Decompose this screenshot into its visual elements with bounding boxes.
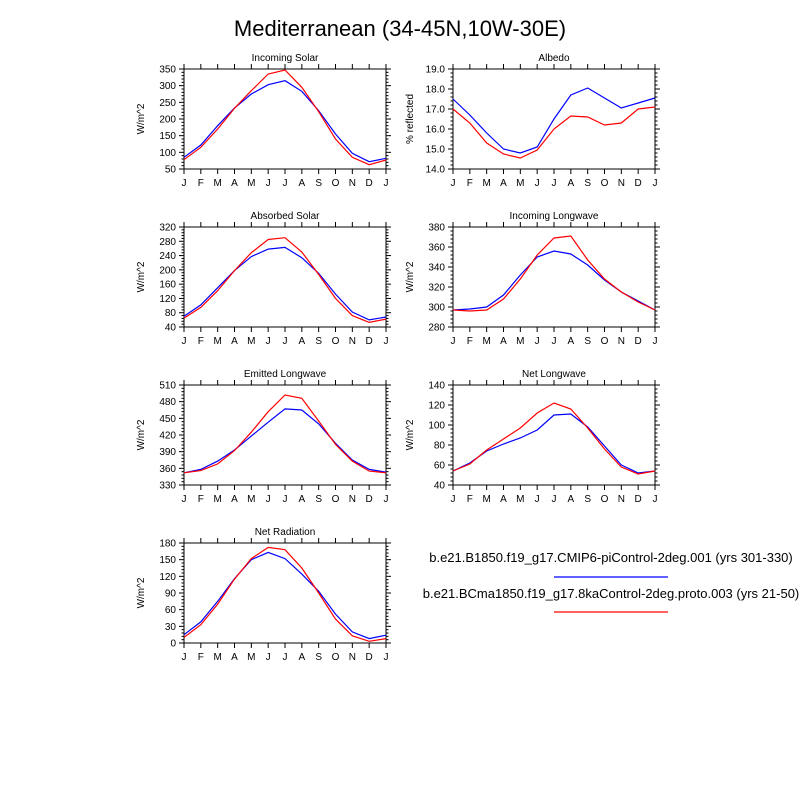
x-tick-label: J (534, 336, 540, 347)
panel-title: Net Longwave (522, 369, 586, 380)
x-tick-label: S (315, 178, 323, 189)
y-tick-label: 100 (428, 420, 445, 432)
plot-frame (184, 385, 386, 485)
x-tick-label: A (298, 494, 306, 505)
x-tick-label: A (500, 336, 507, 347)
x-tick-label: S (584, 494, 592, 505)
y-tick-label: 320 (159, 222, 176, 234)
y-axis-label: W/m^2 (136, 261, 147, 293)
x-tick-label: D (634, 494, 642, 505)
x-tick-label: N (617, 336, 625, 347)
series-line-1 (453, 414, 655, 473)
x-tick-label: N (348, 494, 356, 505)
x-tick-label: J (383, 652, 389, 663)
y-tick-label: 40 (164, 322, 176, 334)
series-line-1 (184, 552, 386, 638)
chart-panels (136, 53, 660, 663)
x-tick-label: O (600, 494, 609, 505)
x-tick-label: J (265, 336, 271, 347)
x-tick-label: J (181, 494, 187, 505)
chart-panel-2 (405, 53, 660, 189)
x-tick-label: O (600, 336, 609, 347)
x-tick-label: O (331, 336, 340, 347)
y-tick-label: 16.0 (425, 124, 445, 136)
x-tick-label: N (348, 336, 356, 347)
x-tick-label: N (348, 178, 356, 189)
x-tick-label: J (282, 652, 288, 663)
x-tick-label: J (551, 494, 557, 505)
legend-entry-2 (423, 586, 800, 612)
legend-label: b.e21.B1850.f19_g17.CMIP6-piControl-2deg.001 (yrs 301-330) (429, 550, 793, 565)
x-tick-label: O (331, 178, 340, 189)
panel-title: Emitted Longwave (243, 369, 327, 380)
y-tick-label: 240 (159, 251, 176, 263)
x-tick-label: J (265, 178, 271, 189)
y-tick-label: 120 (159, 293, 176, 305)
x-tick-label: N (617, 494, 625, 505)
x-tick-label: J (652, 178, 658, 189)
x-tick-label: F (466, 178, 473, 189)
x-tick-label: J (282, 178, 288, 189)
y-tick-label: 160 (159, 279, 176, 291)
y-tick-label: 120 (428, 400, 445, 412)
y-tick-label: 300 (428, 302, 445, 314)
x-tick-label: D (365, 178, 373, 189)
y-tick-label: 14.0 (425, 164, 445, 176)
x-tick-label: J (450, 494, 456, 505)
x-tick-label: J (282, 494, 288, 505)
x-tick-label: A (298, 336, 306, 347)
y-tick-label: 120 (159, 571, 176, 583)
x-tick-label: M (482, 494, 491, 505)
series-line-2 (184, 70, 386, 165)
x-tick-label: A (298, 652, 306, 663)
y-tick-label: 280 (428, 322, 445, 334)
series-line-1 (184, 247, 386, 320)
y-tick-label: 200 (159, 265, 176, 277)
y-tick-label: 380 (428, 222, 445, 234)
series-line-2 (184, 238, 386, 323)
x-tick-label: S (584, 178, 592, 189)
x-tick-label: F (197, 178, 204, 189)
x-tick-label: A (231, 336, 238, 347)
y-tick-label: 340 (428, 262, 445, 274)
y-tick-label: 0 (170, 638, 176, 650)
series-line-2 (184, 547, 386, 641)
plot-frame (453, 385, 655, 485)
x-tick-label: J (551, 336, 557, 347)
x-tick-label: J (181, 336, 187, 347)
x-tick-label: J (265, 494, 271, 505)
x-tick-label: J (181, 178, 187, 189)
y-axis-label: % reflected (405, 93, 416, 145)
chart-panel-5 (136, 369, 391, 505)
y-axis-label: W/m^2 (405, 261, 416, 293)
x-tick-label: S (315, 336, 323, 347)
y-tick-label: 390 (159, 447, 176, 459)
panel-title: Incoming Solar (251, 53, 319, 64)
x-tick-label: J (450, 178, 456, 189)
x-tick-label: J (551, 178, 557, 189)
y-tick-label: 200 (159, 114, 176, 126)
x-tick-label: J (383, 494, 389, 505)
x-tick-label: M (247, 652, 256, 663)
x-tick-label: S (315, 494, 323, 505)
y-tick-label: 480 (159, 397, 176, 409)
y-tick-label: 15.0 (425, 144, 445, 156)
legend-label: b.e21.BCma1850.f19_g17.8kaControl-2deg.proto.003 (yrs 21-50) (422, 586, 800, 601)
panel-title: Net Radiation (254, 527, 316, 538)
x-tick-label: A (231, 652, 238, 663)
x-tick-label: A (500, 494, 507, 505)
y-tick-label: 150 (159, 131, 176, 143)
panel-title: Albedo (538, 53, 570, 64)
plot-frame (184, 69, 386, 169)
x-tick-label: J (450, 336, 456, 347)
x-tick-label: M (213, 336, 222, 347)
x-tick-label: M (516, 494, 525, 505)
y-tick-label: 360 (428, 242, 445, 254)
x-tick-label: M (247, 494, 256, 505)
y-tick-label: 80 (433, 440, 445, 452)
series-line-1 (453, 251, 655, 310)
plot-frame (453, 227, 655, 327)
chart-panel-7 (136, 527, 391, 663)
x-tick-label: J (181, 652, 187, 663)
x-tick-label: A (567, 178, 575, 189)
panel-title: Incoming Longwave (509, 211, 599, 222)
y-tick-label: 280 (159, 236, 176, 248)
x-tick-label: F (197, 652, 204, 663)
x-tick-label: A (567, 336, 575, 347)
x-tick-label: O (331, 494, 340, 505)
x-tick-label: D (365, 652, 373, 663)
y-tick-label: 19.0 (425, 64, 445, 76)
x-tick-label: M (213, 178, 222, 189)
x-tick-label: M (516, 336, 525, 347)
y-tick-label: 140 (428, 380, 445, 392)
chart-panel-6 (405, 369, 660, 505)
y-tick-label: 30 (164, 621, 176, 633)
y-tick-label: 250 (159, 97, 176, 109)
x-tick-label: J (383, 178, 389, 189)
x-tick-label: M (482, 178, 491, 189)
series-line-2 (184, 395, 386, 473)
legend-entry-1 (429, 550, 793, 577)
legend (423, 550, 800, 612)
y-tick-label: 510 (159, 380, 176, 392)
x-tick-label: O (600, 178, 609, 189)
series-line-2 (453, 107, 655, 158)
x-tick-label: F (197, 494, 204, 505)
chart-panel-4 (405, 211, 660, 347)
x-tick-label: A (500, 178, 507, 189)
y-tick-label: 60 (433, 460, 445, 472)
y-tick-label: 360 (159, 463, 176, 475)
x-tick-label: F (466, 336, 473, 347)
x-tick-label: A (231, 494, 238, 505)
y-tick-label: 350 (159, 64, 176, 76)
chart-panel-1 (136, 53, 391, 189)
y-axis-label: W/m^2 (136, 577, 147, 609)
y-tick-label: 90 (164, 588, 176, 600)
y-tick-label: 40 (433, 480, 445, 492)
x-tick-label: A (231, 178, 238, 189)
panel-title: Absorbed Solar (250, 211, 320, 222)
x-tick-label: S (584, 336, 592, 347)
y-tick-label: 320 (428, 282, 445, 294)
y-tick-label: 100 (159, 147, 176, 159)
x-tick-label: S (315, 652, 323, 663)
x-tick-label: D (634, 178, 642, 189)
x-tick-label: F (466, 494, 473, 505)
y-tick-label: 17.0 (425, 104, 445, 116)
x-tick-label: J (652, 336, 658, 347)
plot-frame (184, 227, 386, 327)
series-line-2 (453, 403, 655, 474)
x-tick-label: M (247, 336, 256, 347)
y-tick-label: 80 (164, 308, 176, 320)
x-tick-label: M (213, 494, 222, 505)
y-axis-label: W/m^2 (136, 419, 147, 451)
x-tick-label: M (213, 652, 222, 663)
x-tick-label: M (482, 336, 491, 347)
x-tick-label: M (516, 178, 525, 189)
y-tick-label: 330 (159, 480, 176, 492)
x-tick-label: J (534, 494, 540, 505)
x-tick-label: J (534, 178, 540, 189)
series-line-1 (184, 81, 386, 162)
series-line-2 (453, 236, 655, 311)
y-tick-label: 18.0 (425, 84, 445, 96)
x-tick-label: D (365, 336, 373, 347)
y-tick-label: 50 (164, 164, 176, 176)
x-tick-label: J (265, 652, 271, 663)
x-tick-label: J (282, 336, 288, 347)
y-tick-label: 420 (159, 430, 176, 442)
x-tick-label: J (652, 494, 658, 505)
x-tick-label: O (331, 652, 340, 663)
y-tick-label: 450 (159, 413, 176, 425)
chart-panel-3 (136, 211, 391, 347)
x-tick-label: F (197, 336, 204, 347)
x-tick-label: D (365, 494, 373, 505)
x-tick-label: M (247, 178, 256, 189)
y-tick-label: 300 (159, 81, 176, 93)
y-axis-label: W/m^2 (405, 419, 416, 451)
figure-title: Mediterranean (34-45N,10W-30E) (233, 16, 567, 41)
y-tick-label: 180 (159, 538, 176, 550)
y-tick-label: 60 (164, 605, 176, 617)
x-tick-label: N (617, 178, 625, 189)
x-tick-label: D (634, 336, 642, 347)
y-tick-label: 150 (159, 555, 176, 567)
x-tick-label: A (298, 178, 306, 189)
x-tick-label: N (348, 652, 356, 663)
y-axis-label: W/m^2 (136, 103, 147, 135)
x-tick-label: A (567, 494, 575, 505)
x-tick-label: J (383, 336, 389, 347)
